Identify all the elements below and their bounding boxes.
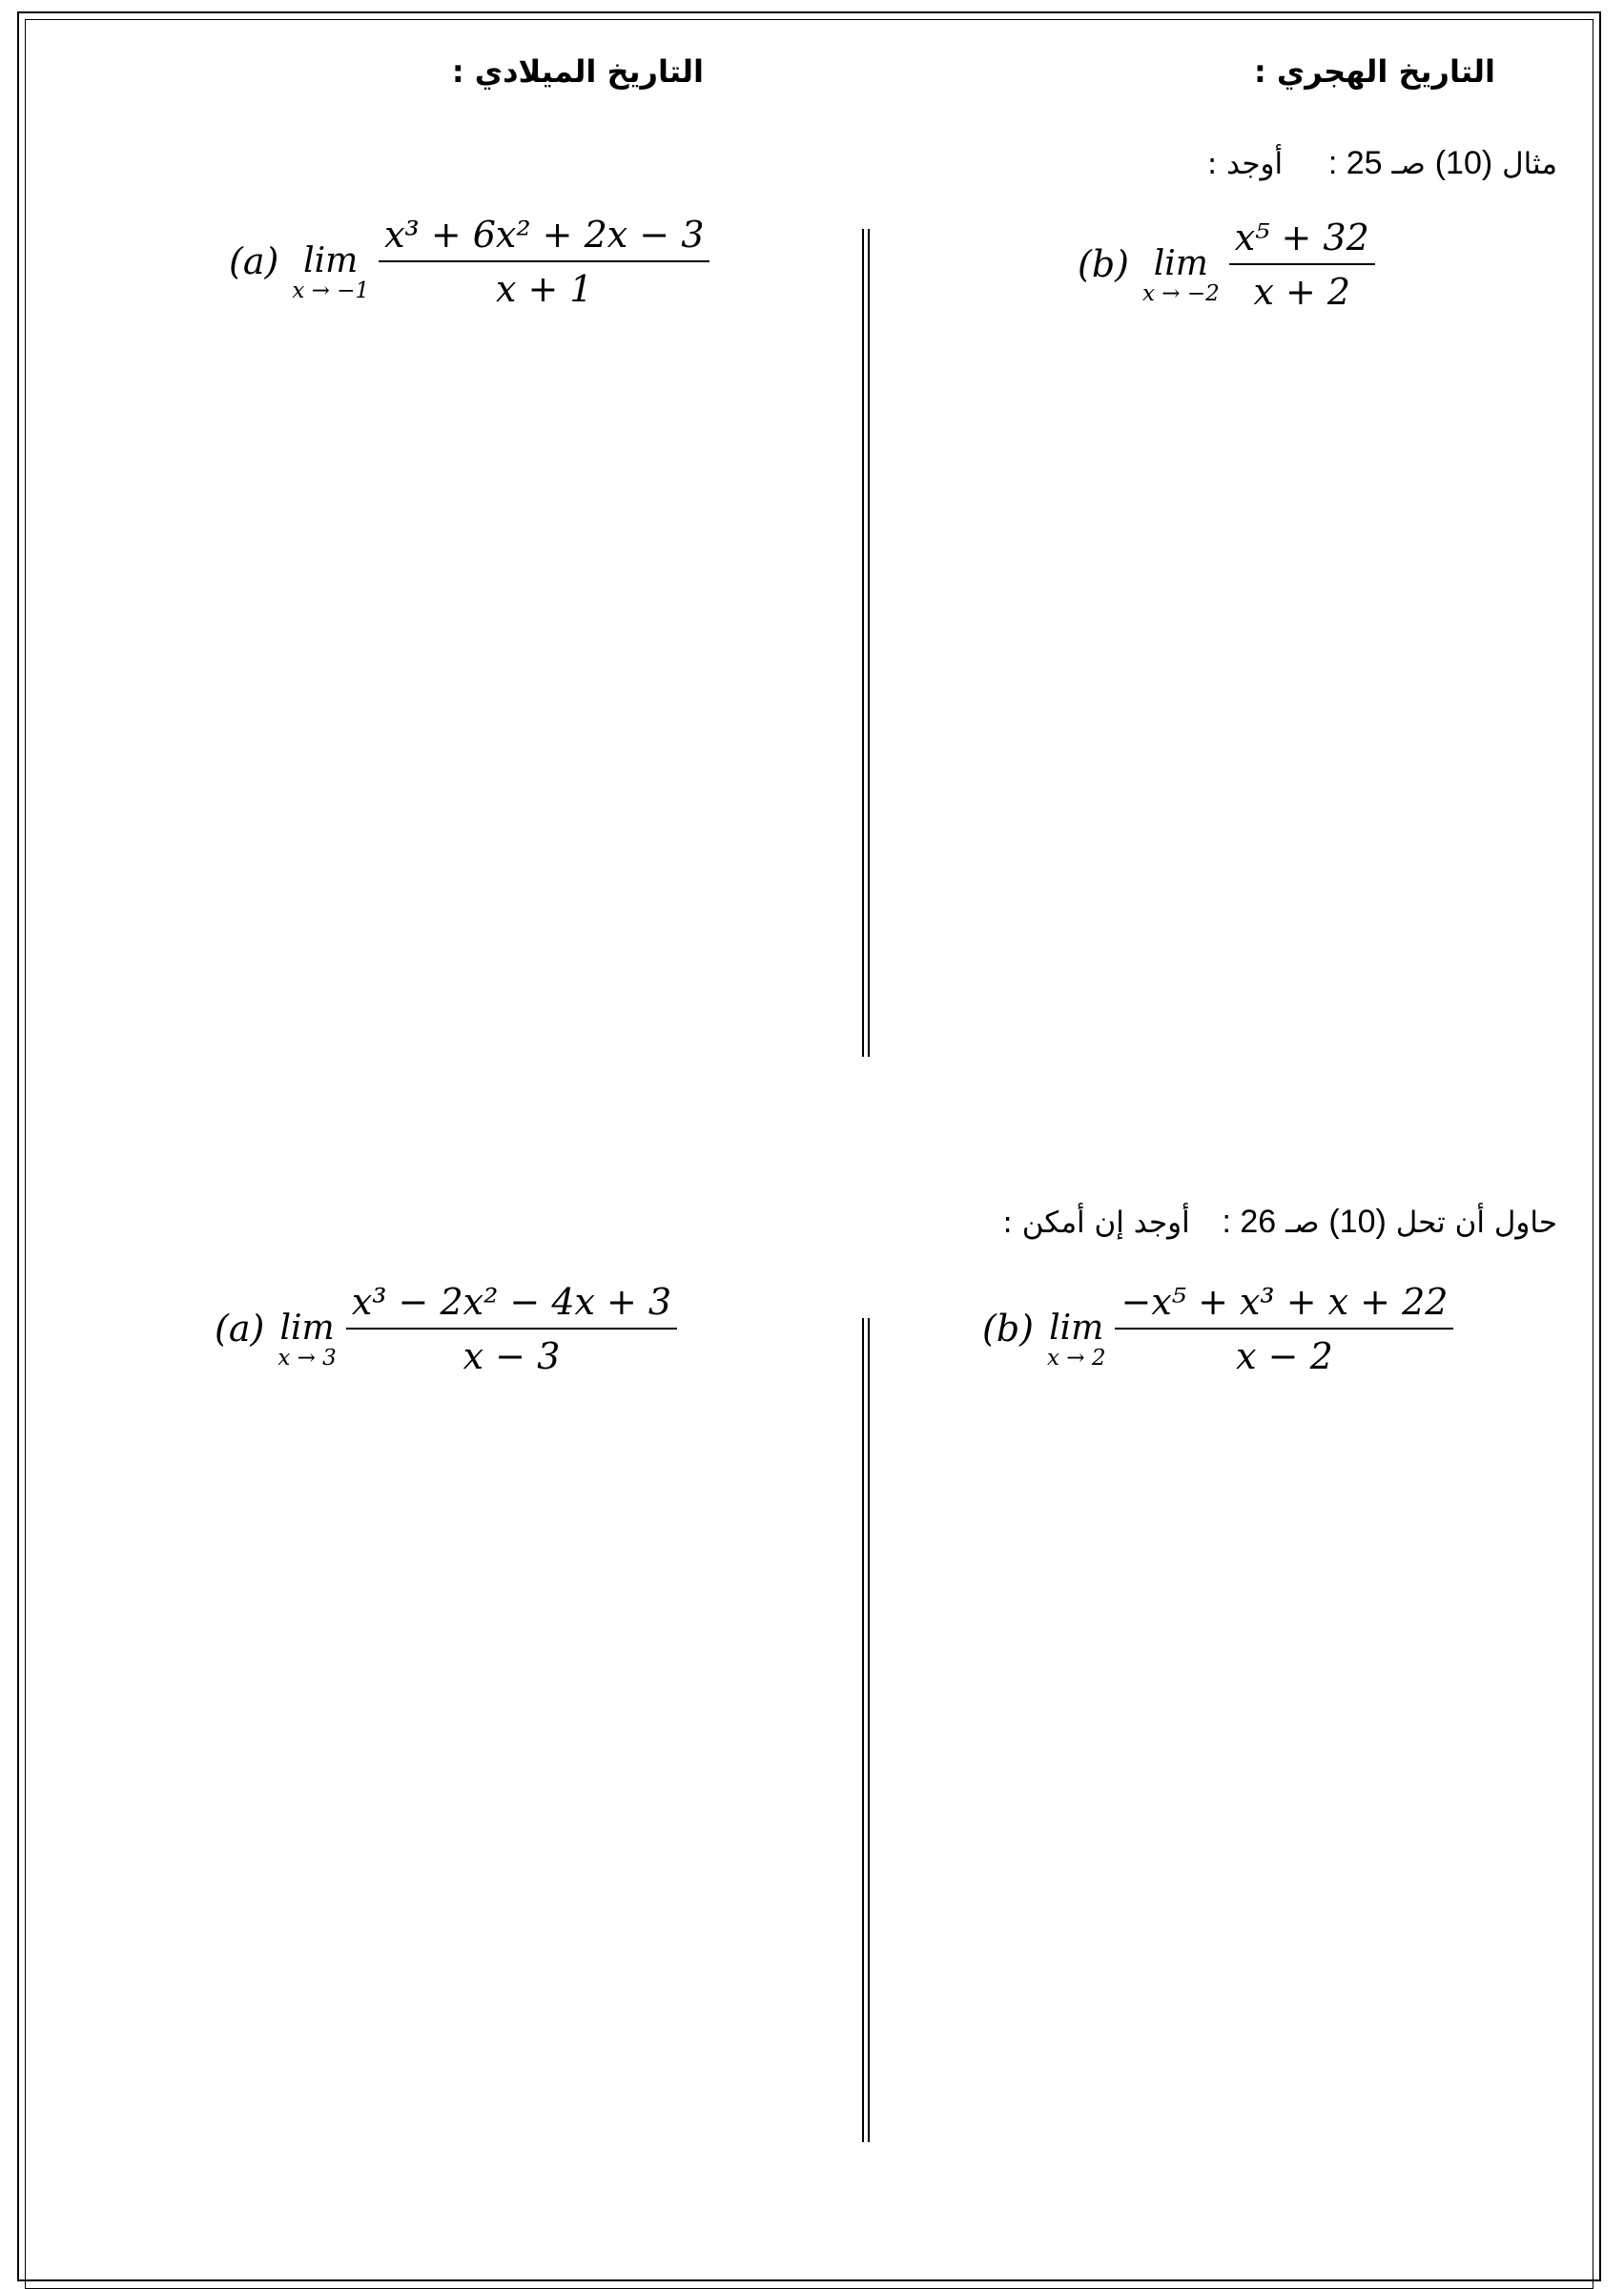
column-divider-bottom [862,1318,870,2142]
lim-approach: x → 2 [1046,1346,1106,1371]
fraction [379,215,709,308]
page-word: صـ [1285,1206,1320,1240]
example-10-instruction [1207,145,1557,182]
numerator: x³ − 2x² − 4x + 3 [346,1282,677,1330]
limit-operator [278,1310,337,1370]
page-number: 25 : [1327,145,1383,181]
try-it-instruction [1002,1204,1557,1241]
problem-tag: (a) [229,240,279,282]
numerator: x⁵ + 32 [1229,217,1375,265]
lim-word: lim [1153,244,1208,283]
find-instruction: أوجد : [1206,147,1284,181]
problem-1a [229,215,709,308]
limit-operator [1142,246,1220,305]
find-if-possible-instruction: أوجد إن أمكن : [1002,1206,1190,1240]
try-number: (10) [1328,1204,1387,1240]
denominator: x + 1 [495,268,593,310]
gregorian-date-label: التاريخ الميلادي : [451,53,704,90]
problem-2a [215,1282,677,1375]
page-number: 26 : [1222,1204,1277,1240]
problem-tag: (b) [982,1308,1034,1350]
limit-operator [292,243,369,302]
problem-tag: (b) [1078,243,1129,285]
lim-approach: x → −1 [292,278,370,303]
page-word: صـ [1391,147,1426,181]
numerator: −x⁵ + x³ + x + 22 [1115,1282,1453,1330]
problem-tag: (a) [215,1308,265,1350]
try-prefix: حاول أن تحل [1395,1206,1557,1240]
denominator: x − 2 [1236,1335,1333,1377]
hijri-date-label: التاريخ الهجري : [1253,53,1495,90]
denominator: x + 2 [1253,271,1351,313]
example-prefix: مثال [1502,147,1557,181]
lim-approach: x → 3 [278,1346,337,1371]
limit-operator [1047,1310,1106,1370]
example-number: (10) [1434,145,1493,181]
fraction [1115,1282,1453,1375]
numerator: x³ + 6x² + 2x − 3 [379,215,709,262]
problem-2b [982,1282,1453,1375]
denominator: x − 3 [463,1335,561,1377]
fraction [346,1282,677,1375]
column-divider-top [862,229,870,1057]
lim-word: lim [1049,1309,1104,1348]
lim-word: lim [303,241,359,280]
page-border-inner [25,19,1593,2289]
fraction [1229,217,1375,311]
lim-approach: x → −2 [1141,281,1220,306]
lim-word: lim [279,1309,335,1348]
problem-1b [1078,217,1375,311]
